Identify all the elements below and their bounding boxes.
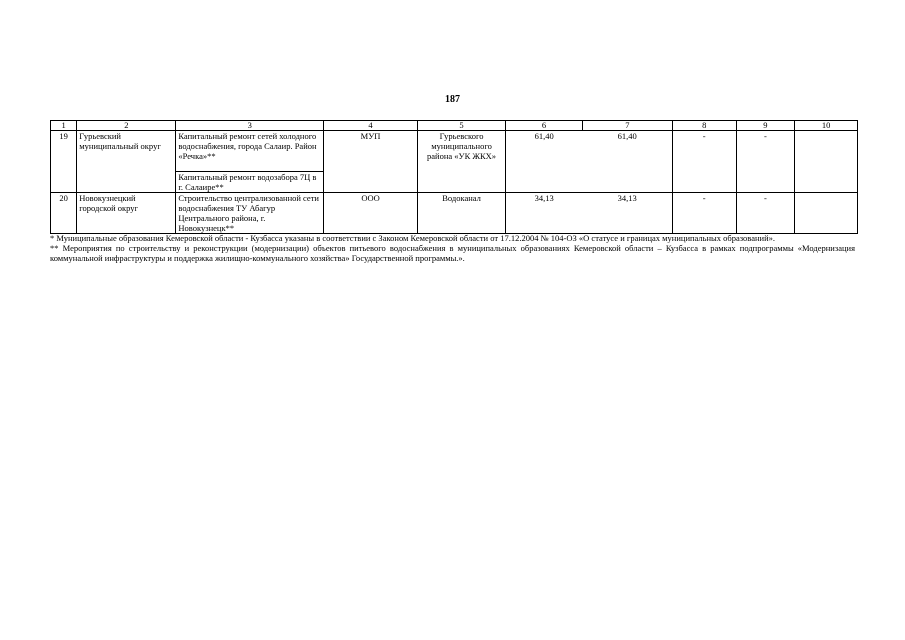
value-cell-9: - [736, 131, 795, 193]
value-cell-9: - [736, 193, 795, 234]
column-header: 9 [736, 121, 795, 131]
project-cell: Строительство централизованной сети водоснабжения ТУ Абагур Центрального района, г. Новокузнецк** [176, 193, 324, 234]
column-header: 1 [51, 121, 77, 131]
project-cell: Капитальный ремонт сетей холодного водоснабжения, города Салаир. Район «Речка»** [176, 131, 324, 172]
value-cell-7: 34,13 [582, 193, 672, 234]
column-header: 6 [506, 121, 583, 131]
row-number: 19 [51, 131, 77, 193]
value-cell-6: 34,13 [506, 193, 583, 234]
value-cell-8: - [672, 193, 736, 234]
table-row [51, 193, 858, 234]
municipality-cell: Новокузнецкий городской округ [77, 193, 176, 234]
footnote-measures: ** Мероприятия по строительству и реконструкции (модернизации) объектов питьевого водоснабжения в муниципальных образованиях Кемеровской области – Кузбасса в рамках подпрограммы «Модернизация коммунальной инфраструктуры и поддержка жилищно-коммунального хозяйства» Государственной программы.». [50, 243, 855, 263]
project-cell: Капитальный ремонт водозабора 7Ц в г. Салаире** [176, 172, 324, 193]
column-header: 2 [77, 121, 176, 131]
org-form-cell: ООО [324, 193, 418, 234]
page-number: 187 [445, 94, 460, 105]
org-name-cell: Водоканал [418, 193, 506, 234]
value-cell-7: 61,40 [582, 131, 672, 193]
column-header: 8 [672, 121, 736, 131]
row-number: 20 [51, 193, 77, 234]
municipality-cell: Гурьевский муниципальный округ [77, 131, 176, 193]
footnotes [50, 233, 855, 263]
org-name-cell: Гурьевского муниципального района «УК ЖКХ» [418, 131, 506, 193]
column-header: 7 [582, 121, 672, 131]
value-cell-10 [795, 131, 858, 193]
org-form-cell: МУП [324, 131, 418, 193]
column-header: 10 [795, 121, 858, 131]
column-header: 4 [324, 121, 418, 131]
column-header: 5 [418, 121, 506, 131]
program-table [50, 120, 858, 234]
value-cell-8: - [672, 131, 736, 193]
value-cell-10 [795, 193, 858, 234]
column-header: 3 [176, 121, 324, 131]
footnote-municipalities: * Муниципальные образования Кемеровской области - Кузбасса указаны в соответствии с Законом Кемеровской области от 17.12.2004 № 104-ОЗ «О статусе и границах муниципальных образований». [50, 233, 775, 243]
value-cell-6: 61,40 [506, 131, 583, 193]
table-header-row [51, 121, 858, 131]
table-row [51, 131, 858, 172]
